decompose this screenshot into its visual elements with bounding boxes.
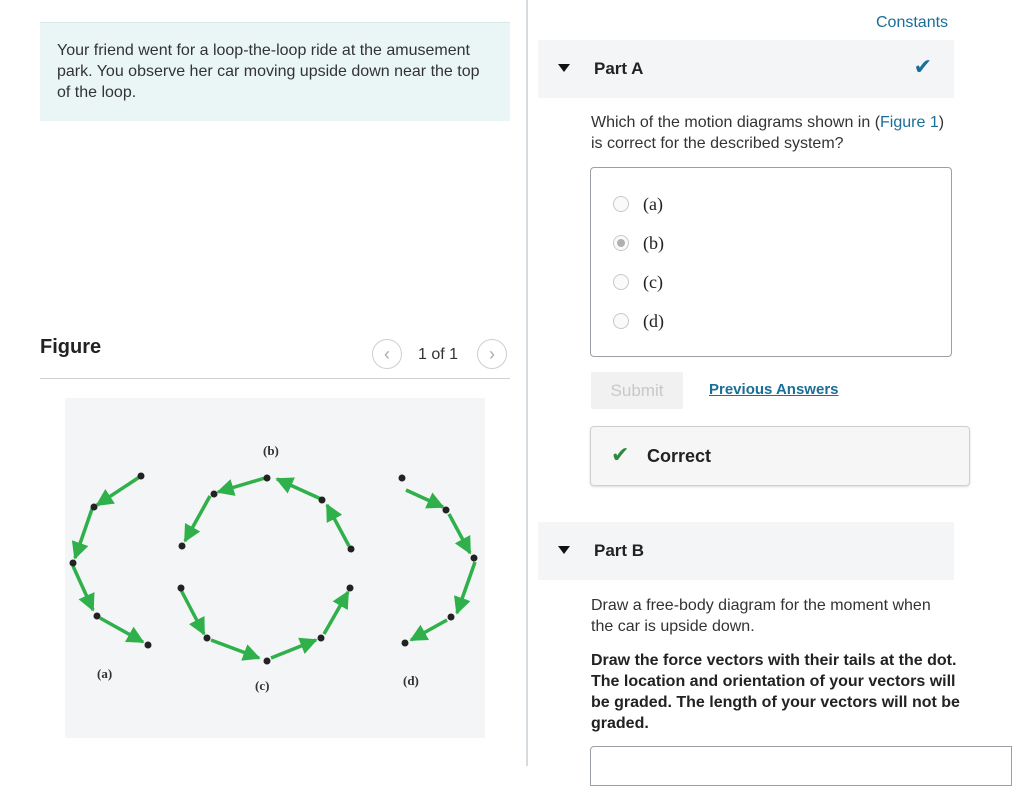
diagram-b-dot bbox=[348, 546, 355, 553]
diagram-c-dot bbox=[347, 585, 354, 592]
diagram-b-dot bbox=[211, 491, 218, 498]
figure-title: Figure bbox=[40, 336, 102, 358]
diagram-c-arrow bbox=[211, 640, 259, 658]
diagram-c-arrow bbox=[181, 590, 204, 634]
part-a-title: Part A bbox=[594, 59, 644, 78]
free-body-drawing-area[interactable] bbox=[590, 746, 1012, 786]
part-b-question: Draw a free-body diagram for the moment when the car is upside down. bbox=[591, 597, 931, 635]
radio-button[interactable] bbox=[613, 313, 629, 329]
diagram-a-label: (a) bbox=[97, 666, 113, 681]
question-prefix: Which of the motion diagrams shown in ( bbox=[591, 114, 881, 131]
part-b-header[interactable] bbox=[538, 522, 954, 580]
diagram-d-dot bbox=[399, 475, 406, 482]
constants-link[interactable]: Constants bbox=[876, 14, 949, 31]
part-b-instructions: Draw the force vectors with their tails at the dot. The location and orientation of your vectors will be graded. The length of your vectors will not be graded. bbox=[591, 652, 960, 732]
diagram-a-dot bbox=[145, 642, 152, 649]
question-suffix: ) is correct for the described system? bbox=[591, 114, 945, 152]
motion-diagrams-figure bbox=[65, 398, 485, 738]
problem-statement-text: Your friend went for a loop-the-loop ride at the amusement park. You observe her car moving upside down near the top of the loop. bbox=[57, 42, 480, 101]
diagram-c-arrow bbox=[271, 640, 316, 658]
collapse-triangle-icon bbox=[558, 64, 570, 72]
diagram-d-arrow bbox=[411, 620, 447, 640]
diagram-d-arrow bbox=[457, 562, 475, 613]
option-b[interactable] bbox=[613, 231, 664, 255]
feedback-label: Correct bbox=[647, 446, 712, 466]
previous-figure-button[interactable] bbox=[372, 339, 402, 369]
diagram-a-arrow bbox=[97, 476, 141, 505]
part-a-question bbox=[591, 112, 951, 154]
chevron-right-icon: › bbox=[489, 343, 495, 364]
pane-divider[interactable] bbox=[526, 0, 528, 766]
radio-button[interactable] bbox=[613, 274, 629, 290]
option-label: (d) bbox=[643, 310, 664, 331]
diagram-d-dot bbox=[448, 614, 455, 621]
diagram-a-arrow bbox=[75, 509, 92, 558]
diagram-c-dot bbox=[204, 635, 211, 642]
figure-divider bbox=[40, 378, 510, 379]
diagram-a-dot bbox=[94, 613, 101, 620]
check-icon: ✔ bbox=[913, 54, 932, 79]
radio-button-selected[interactable] bbox=[613, 235, 629, 251]
diagram-b-arrow bbox=[185, 496, 210, 541]
previous-answers-link[interactable]: Previous Answers bbox=[709, 381, 839, 398]
diagram-d-arrow bbox=[449, 514, 470, 553]
correct-feedback-box bbox=[590, 426, 970, 486]
diagram-b-label: (b) bbox=[263, 443, 279, 458]
radio-button[interactable] bbox=[613, 196, 629, 212]
option-a[interactable] bbox=[613, 192, 663, 216]
diagram-b-arrow bbox=[218, 478, 265, 492]
diagram-a-dot bbox=[138, 473, 145, 480]
option-d[interactable] bbox=[613, 309, 664, 333]
collapse-triangle-icon bbox=[558, 546, 570, 554]
submit-button[interactable]: Submit bbox=[591, 372, 683, 409]
diagram-b-dot bbox=[264, 475, 271, 482]
option-label: (b) bbox=[643, 232, 664, 253]
motion-diagrams-svg bbox=[65, 398, 485, 738]
diagram-d-label: (d) bbox=[403, 673, 419, 688]
diagram-d-dot bbox=[471, 555, 478, 562]
diagram-d-dot bbox=[443, 507, 450, 514]
part-a-header[interactable] bbox=[538, 40, 954, 98]
figure-page-counter: 1 of 1 bbox=[418, 346, 459, 363]
diagram-a-dot bbox=[91, 504, 98, 511]
option-label: (c) bbox=[643, 271, 663, 292]
option-label: (a) bbox=[643, 193, 663, 214]
diagram-d-dot bbox=[402, 640, 409, 647]
chevron-left-icon: ‹ bbox=[384, 343, 390, 364]
diagram-a-arrow bbox=[100, 618, 143, 642]
option-c[interactable] bbox=[613, 270, 663, 294]
diagram-b-arrow bbox=[327, 505, 349, 546]
answer-options-box bbox=[590, 167, 952, 357]
diagram-a-arrow bbox=[73, 566, 93, 610]
diagram-b-dot bbox=[179, 543, 186, 550]
diagram-b-arrow bbox=[277, 479, 321, 499]
next-figure-button[interactable] bbox=[477, 339, 507, 369]
check-icon: ✔ bbox=[611, 442, 630, 467]
diagram-d-arrow bbox=[406, 490, 443, 507]
figure-link[interactable]: Figure 1 bbox=[880, 114, 939, 131]
diagram-c-dot bbox=[264, 658, 271, 665]
diagram-c-dot bbox=[318, 635, 325, 642]
diagram-b-dot bbox=[319, 497, 326, 504]
diagram-c-label: (c) bbox=[255, 678, 270, 693]
diagram-a-dot bbox=[70, 560, 77, 567]
diagram-c-dot bbox=[178, 585, 185, 592]
diagram-c-arrow bbox=[324, 592, 348, 634]
part-b-title: Part B bbox=[594, 541, 645, 560]
